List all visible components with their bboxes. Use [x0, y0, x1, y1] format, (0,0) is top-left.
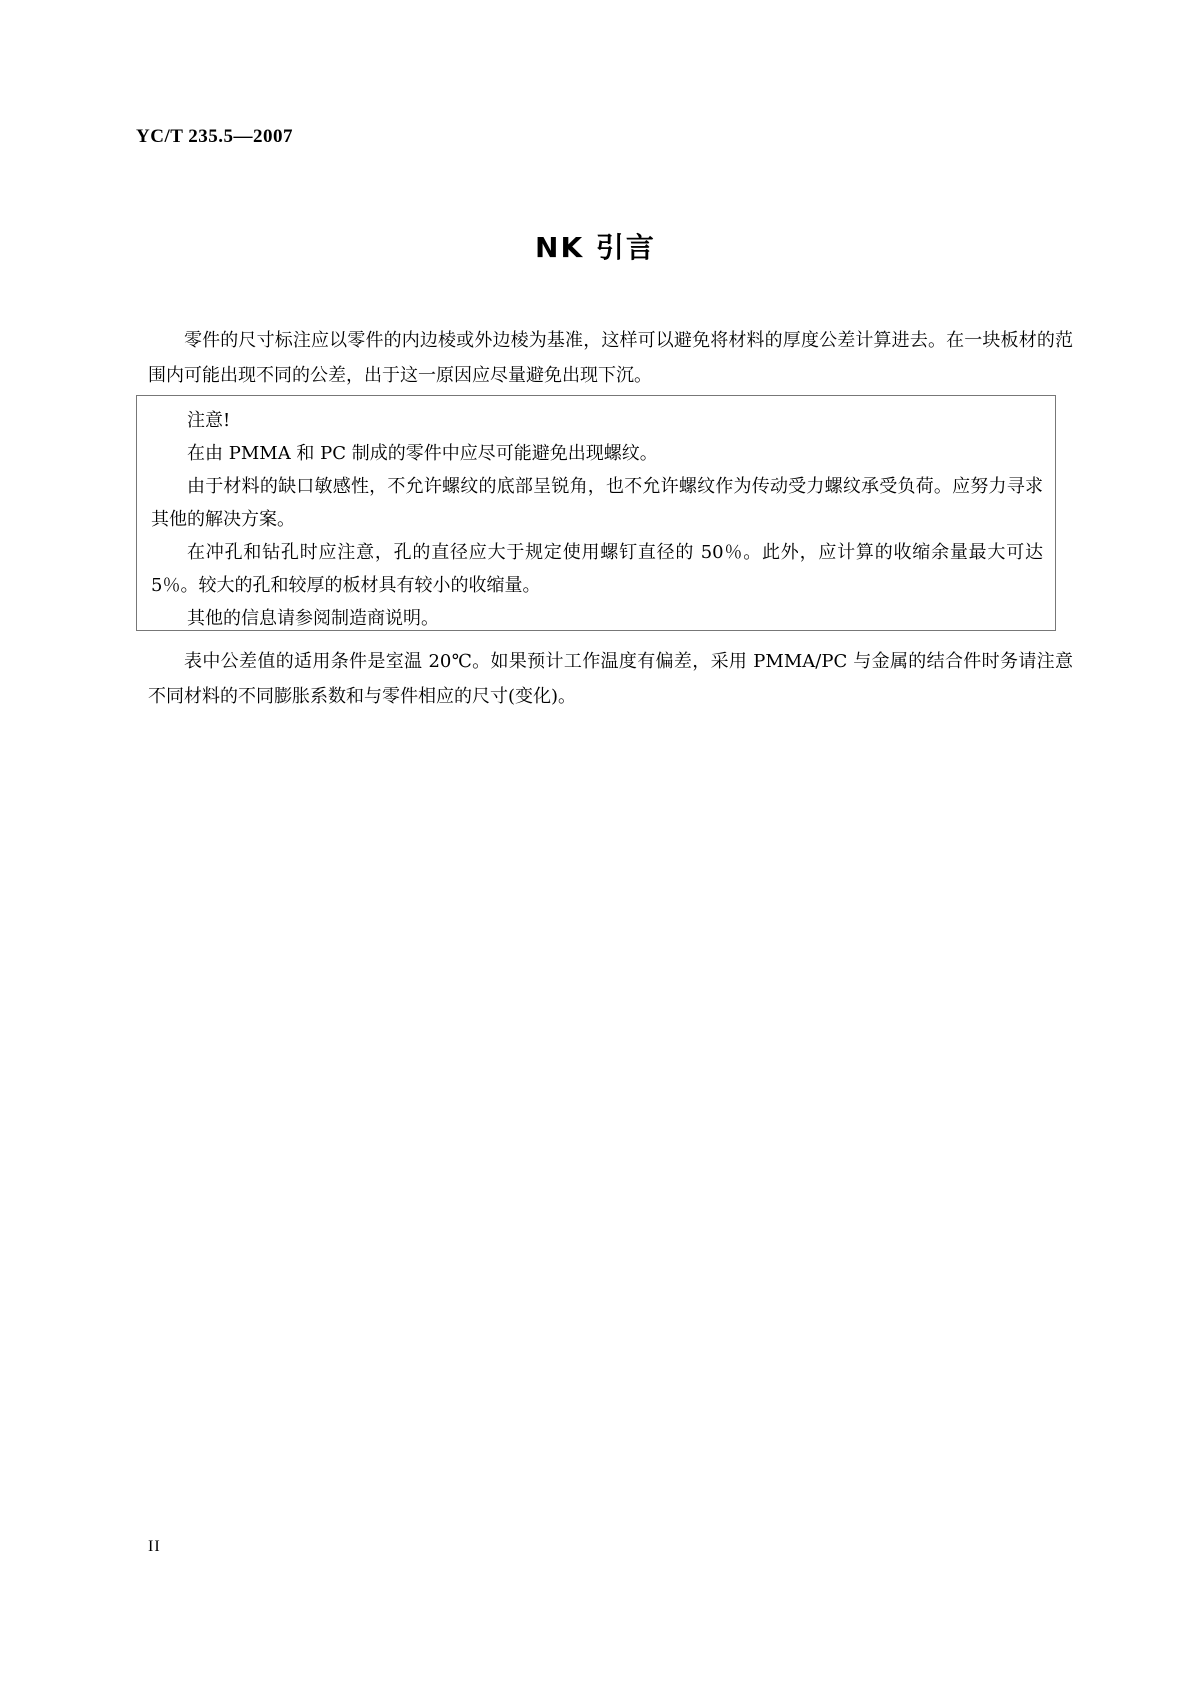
page-number: II: [148, 1538, 161, 1555]
standard-code: YC/T 235.5—2007: [136, 126, 294, 147]
note-line: 在由 PMMA 和 PC 制成的零件中应尽可能避免出现螺纹。: [187, 443, 658, 464]
intro-paragraph-1: [148, 323, 1073, 393]
paragraph-text: 零件的尺寸标注应以零件的内边棱或外边棱为基准，这样可以避免将材料的厚度公差计算进去。在一块板材的范围内可能出现不同的公差，出于这一原因应尽量避免出现下沉。: [148, 330, 1073, 386]
intro-paragraph-2: [148, 644, 1073, 714]
note-line: 由于材料的缺口敏感性，不允许螺纹的底部呈锐角，也不允许螺纹作为传动受力螺纹承受负荷。应努力寻求其他的解决方案。: [151, 476, 1043, 530]
note-box: [136, 395, 1056, 631]
note-line: 其他的信息请参阅制造商说明。: [187, 608, 439, 629]
page-title: NK 引言: [535, 231, 656, 264]
note-heading: 注意!: [187, 410, 231, 431]
paragraph-text: 表中公差值的适用条件是室温 20℃。如果预计工作温度有偏差，采用 PMMA/PC 与金属的结合件时务请注意不同材料的不同膨胀系数和与零件相应的尺寸(变化)。: [148, 651, 1073, 707]
note-line: 在冲孔和钻孔时应注意，孔的直径应大于规定使用螺钉直径的 50％。此外，应计算的收缩余量最大可达 5％。较大的孔和较厚的板材具有较小的收缩量。: [151, 542, 1043, 596]
